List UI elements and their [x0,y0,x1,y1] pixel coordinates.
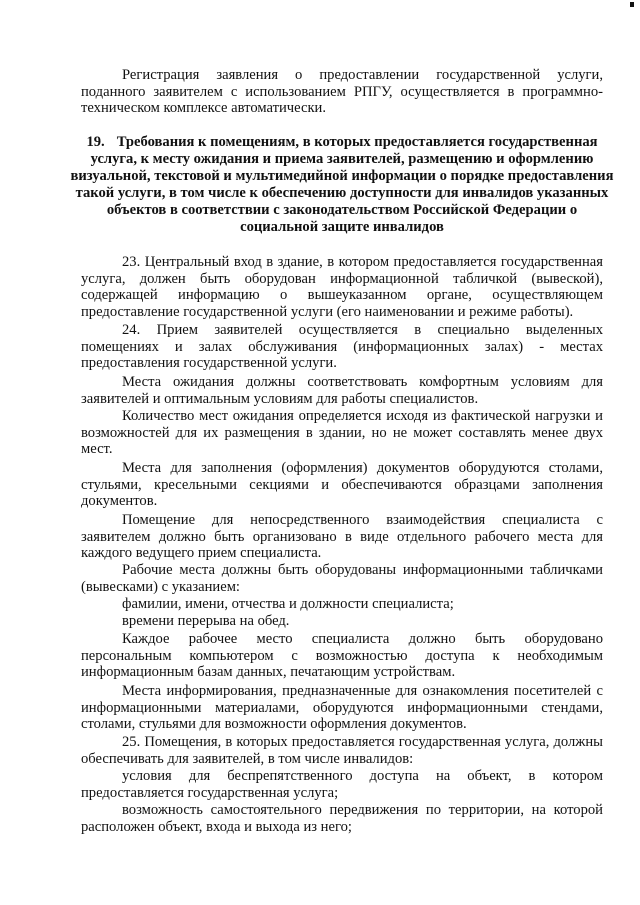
section-title: Требования к помещениям, в которых предоставляется государственная услуга, к месту ожидания и приема заявителей, размещению и оформлению визуальной, текстовой и мультимедийной информации о порядке предоставления такой услуги, в том числе к обеспечению доступности для инвалидов указанных объектов в соответствии с законодательством Российской Федерации о социальной защите инвалидов [70,134,614,236]
section-number: 19. [86,134,105,150]
paragraph-interaction-room: Помещение для непосредственного взаимодействия специалиста с заявителем должно быть организовано в виде отдельного рабочего места для каждого ведущего прием специалиста. [81,512,603,562]
paragraph-23: 23. Центральный вход в здание, в котором предоставляется государственная услуга, должен быть оборудован информационной табличкой (вывеской), содержащей информацию о вышеуказанном органе, осуществляющем предоставление государственной услуги (его наименовании и режиме работы). [81,254,603,320]
paragraph-waiting-count: Количество мест ожидания определяется исходя из фактической нагрузки и возможностей для их размещения в здании, но не может составлять менее двух мест. [81,408,603,458]
paragraph-filling-places: Места для заполнения (оформления) документов оборудуются столами, стульями, кресельными секциями и обеспечиваются образцами заполнения документов. [81,460,603,510]
paragraph-25: 25. Помещения, в которых предоставляется государственная услуга, должны обеспечивать для заявителей, в том числе инвалидов: [81,734,603,767]
scan-mark [630,2,634,7]
paragraph-waiting-places: Места ожидания должны соответствовать комфортным условиям для заявителей и оптимальным условиям для работы специалистов. [81,374,603,407]
section-heading [70,134,614,237]
list-item-name: фамилии, имени, отчества и должности специалиста; [122,596,454,612]
paragraph-registration: Регистрация заявления о предоставлении государственной услуги, поданного заявителем с использованием РПГУ, осуществляется в программно-техническом комплексе автоматически. [81,67,603,117]
paragraph-24: 24. Прием заявителей осуществляется в специально выделенных помещениях и залах обслуживания (информационных залах) - местах предоставления государственной услуги. [81,322,603,372]
paragraph-25-movement: возможность самостоятельного передвижения по территории, на которой расположен объект, входа и выхода из него; [81,802,603,835]
list-item-break: времени перерыва на обед. [122,613,290,629]
paragraph-25-access: условия для беспрепятственного доступа на объект, в котором предоставляется государственная услуга; [81,768,603,801]
paragraph-workstation: Каждое рабочее место специалиста должно быть оборудовано персональным компьютером с возможностью доступа к необходимым информационным базам данных, печатающим устройствам. [81,631,603,681]
paragraph-info-stands: Места информирования, предназначенные для ознакомления посетителей с информационными материалами, оборудуются информационными стендами, столами, стульями для возможности оформления документов. [81,683,603,733]
paragraph-info-plates: Рабочие места должны быть оборудованы информационными табличками (вывесками) с указанием: [81,562,603,595]
